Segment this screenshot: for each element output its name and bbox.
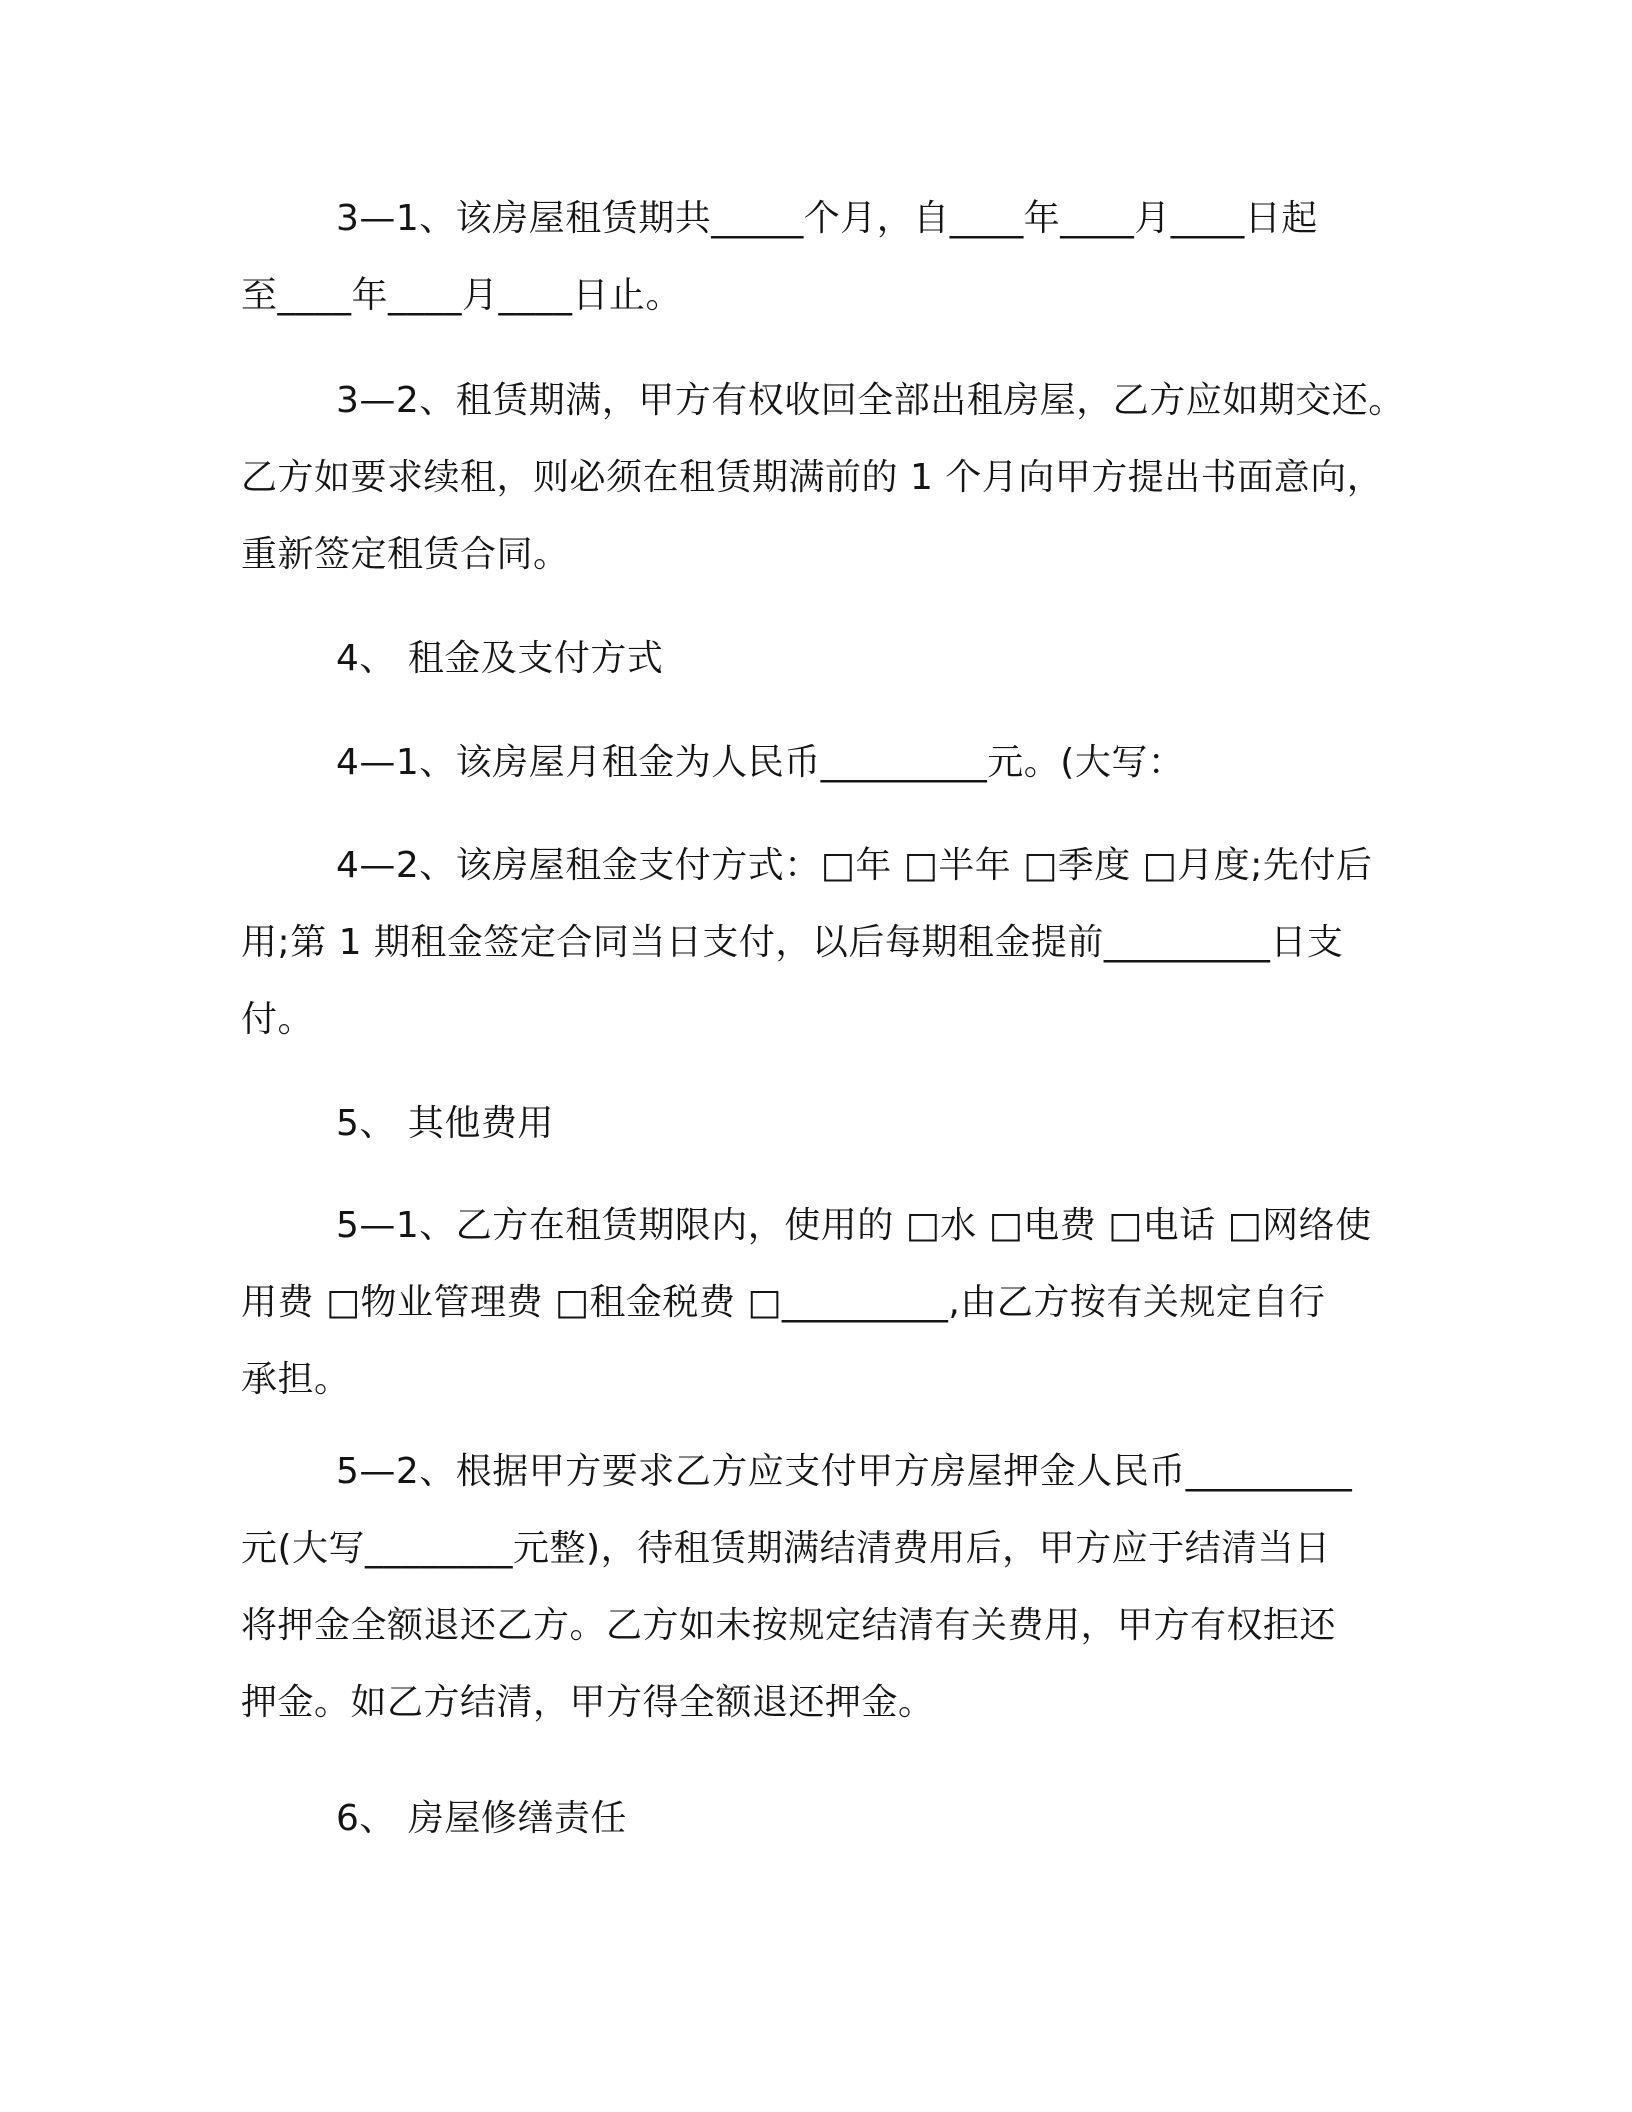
clause-4-2 (241, 827, 1401, 1058)
text-line: 3—2、租赁期满，甲方有权收回全部出租房屋，乙方应如期交还。 (336, 380, 1405, 421)
text-line: 4—1、该房屋月租金为人民币_________元。(大写： (336, 742, 1185, 783)
text-line: 付。 (241, 999, 315, 1040)
heading-text: 4、 租金及支付方式 (336, 638, 664, 679)
text-line: 至____年____月____日止。 (241, 275, 683, 316)
heading-text: 5、 其他费用 (336, 1103, 554, 1144)
text-line: 用费 □物业管理费 □租金税费 □_________,由乙方按有关规定自行 (241, 1282, 1326, 1323)
text-line: 乙方如要求续租，则必须在租赁期满前的 1 个月向甲方提出书面意向， (241, 457, 1384, 498)
text-line: 5—1、乙方在租赁期限内，使用的 □水 □电费 □电话 □网络使 (336, 1205, 1372, 1246)
section-heading-6 (241, 1780, 1401, 1857)
text-line: 用;第 1 期租金签定合同当日支付，以后每期租金提前_________日支 (241, 922, 1344, 963)
text-line: 4—2、该房屋租金支付方式：□年 □半年 □季度 □月度;先付后 (336, 845, 1373, 886)
clause-5-2 (241, 1433, 1401, 1741)
text-line: 将押金全额退还乙方。乙方如未按规定结清有关费用，甲方有权拒还 (241, 1605, 1337, 1646)
text-line: 押金。如乙方结清，甲方得全额退还押金。 (241, 1682, 935, 1723)
text-line: 3—1、该房屋租赁期共_____个月，自____年____月____日起 (336, 198, 1318, 239)
heading-text: 6、 房屋修缮责任 (336, 1798, 627, 1839)
text-line: 重新签定租赁合同。 (241, 534, 570, 575)
text-line: 承担。 (241, 1359, 351, 1400)
clause-4-1 (241, 724, 1401, 801)
section-heading-4 (241, 620, 1401, 697)
clause-3-1 (241, 180, 1401, 334)
clause-3-2 (241, 362, 1405, 593)
text-line: 元(大写________元整)，待租赁期满结清费用后，甲方应于结清当日 (241, 1528, 1331, 1569)
section-heading-5 (241, 1085, 1401, 1162)
clause-5-1 (241, 1187, 1401, 1418)
text-line: 5—2、根据甲方要求乙方应支付甲方房屋押金人民币_________ (336, 1451, 1353, 1492)
